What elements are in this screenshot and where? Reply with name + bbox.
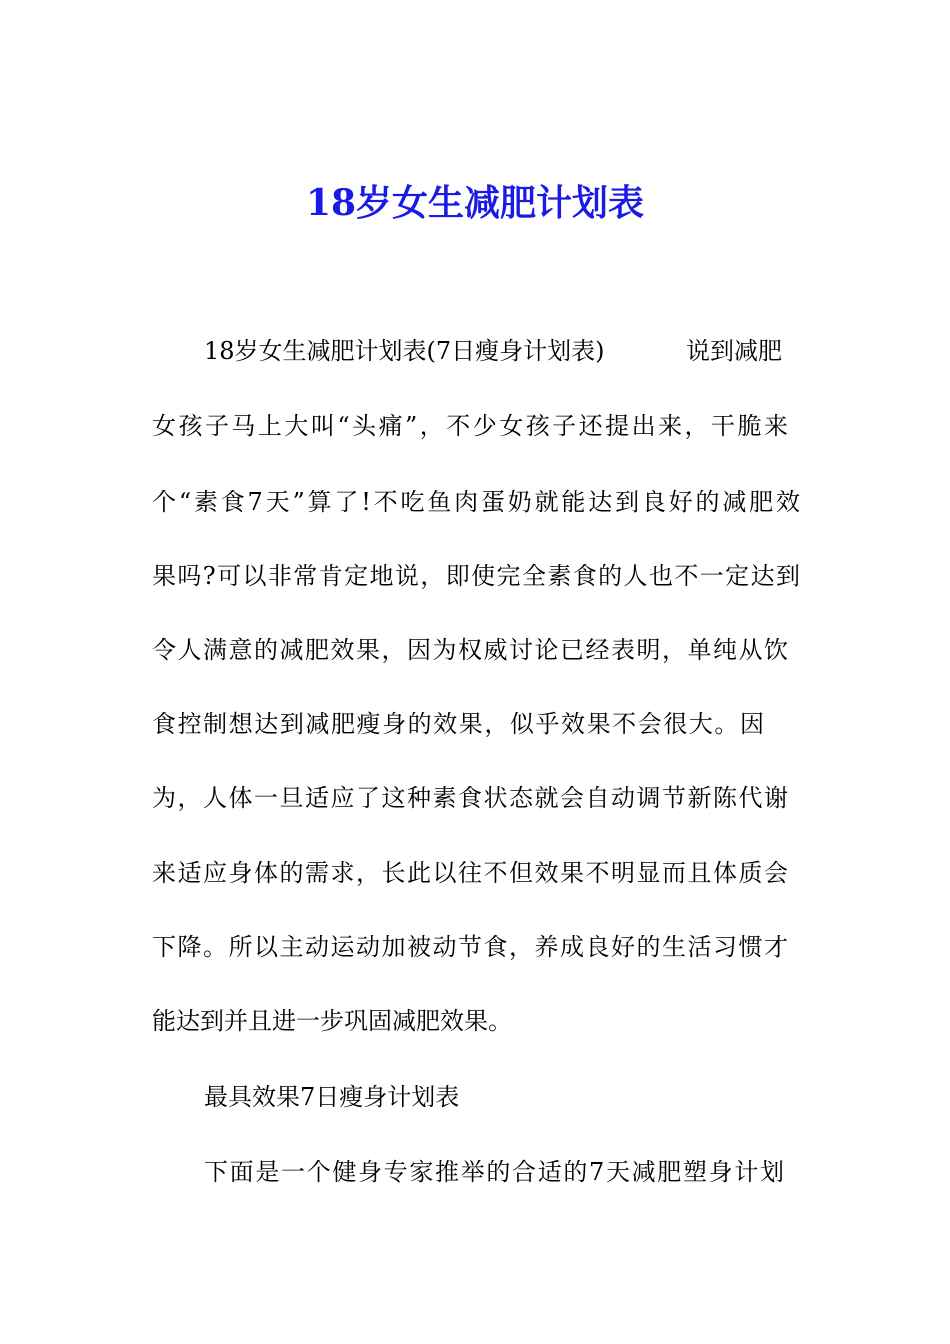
document-title: 18岁女生减肥计划表 [305, 182, 645, 224]
body-text-line: 令人满意的减肥效果，因为权威讨论已经表明，单纯从饮 [152, 636, 788, 664]
body-text-line: 个“素食7天”算了!不吃鱼肉蛋奶就能达到良好的减肥效 [152, 488, 800, 516]
body-text-line: 果吗?可以非常肯定地说，即使完全素食的人也不一定达到 [152, 562, 800, 590]
body-text-line: 下降。所以主动运动加被动节食，养成良好的生活习惯才 [152, 933, 788, 961]
paragraph-1-heading-text: 18岁女生减肥计划表(7日瘦身计划表) [204, 337, 605, 365]
body-text-line: 下面是一个健身专家推举的合适的7天减肥塑身计划 [204, 1158, 784, 1186]
body-text-line: 来适应身体的需求，长此以往不但效果不明显而且体质会 [152, 859, 788, 887]
body-text-line: 食控制想达到减肥瘦身的效果，似乎效果不会很大。因 [152, 710, 764, 738]
body-text-line: 为，人体一旦适应了这种素食状态就会自动调节新陈代谢 [152, 784, 788, 812]
paragraph-1-lead-text: 说到减肥 [686, 337, 782, 365]
body-text-line: 女孩子马上大叫“头痛”，不少女孩子还提出来，干脆来 [152, 412, 788, 440]
body-text-line: 能达到并且进一步巩固减肥效果。 [152, 1007, 512, 1035]
section-heading-text: 最具效果7日瘦身计划表 [204, 1083, 460, 1111]
